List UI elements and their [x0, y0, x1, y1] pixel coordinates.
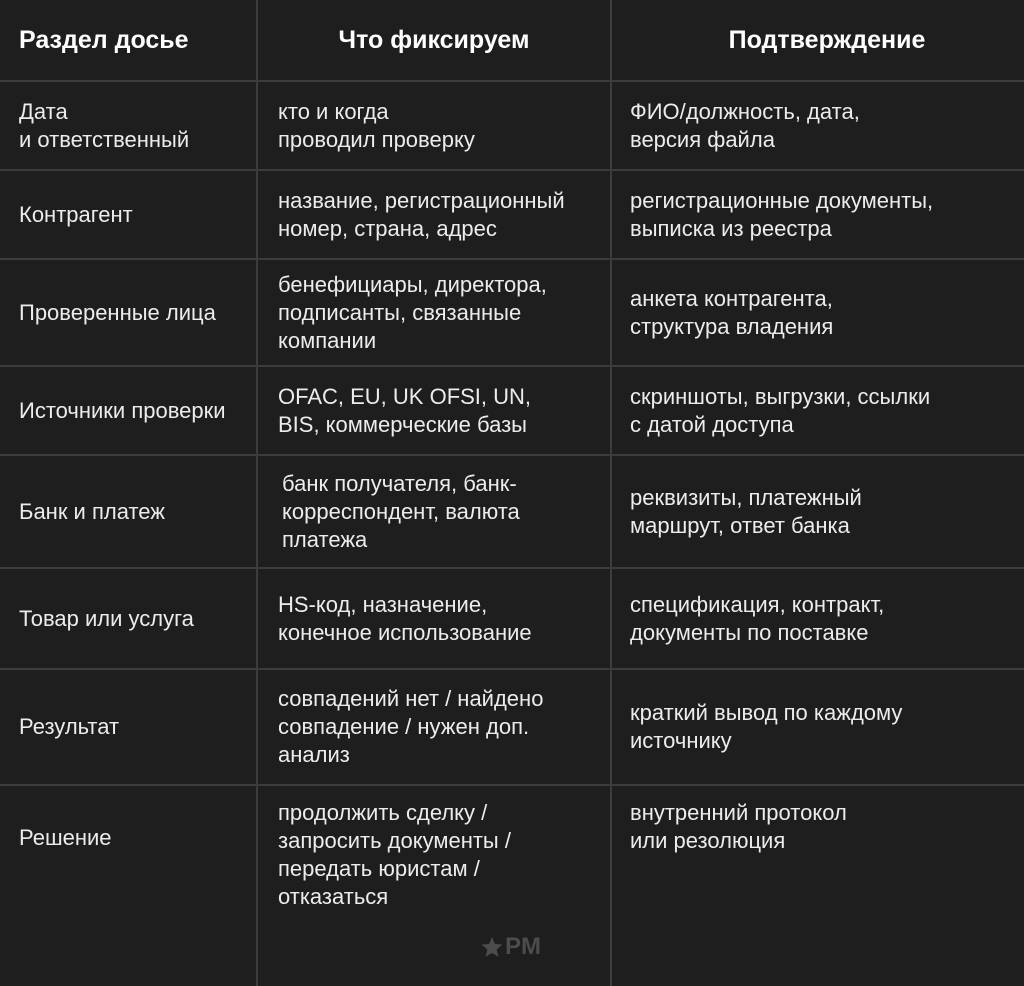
row-record-text: OFAC, EU, UK OFSI, UN, BIS, коммерческие базы	[278, 383, 532, 437]
row-section-text: Дата и ответственный	[19, 98, 190, 152]
row-record-text: HS-код, назначение, конечное использование	[278, 591, 532, 645]
row-proof-text: краткий вывод по каждому источнику	[630, 700, 903, 753]
row-section-cell	[0, 260, 258, 367]
row-record-cell	[258, 171, 612, 260]
row-section-cell	[0, 786, 258, 986]
row-section-text: Результат	[19, 714, 120, 739]
row-record-cell	[258, 456, 612, 569]
row-section-text: Контрагент	[19, 201, 133, 227]
row-proof-text: реквизиты, платежный маршрут, ответ банка	[630, 484, 862, 538]
row-record-cell	[258, 82, 612, 171]
row-proof-cell	[612, 569, 1024, 670]
row-section-text: Проверенные лица	[19, 299, 216, 325]
row-record-cell	[258, 367, 612, 456]
row-section-text: Источники проверки	[19, 397, 226, 423]
row-section-text: Решение	[19, 825, 112, 850]
row-record-text: совпадений нет / найдено совпадение / нужен доп. анализ	[278, 686, 544, 767]
row-section-text: Товар или услуга	[19, 605, 194, 631]
row-section-cell	[0, 367, 258, 456]
header-cell-proof	[612, 0, 1024, 82]
row-section-cell	[0, 82, 258, 171]
row-proof-text: регистрационные документы, выписка из реестра	[630, 187, 934, 241]
row-proof-text: скриншоты, выгрузки, ссылки с датой доступа	[630, 383, 931, 437]
star-icon	[480, 935, 504, 959]
row-record-text: продолжить сделку / запросить документы / передать юристам / отказаться	[278, 800, 511, 909]
row-proof-cell	[612, 456, 1024, 569]
row-proof-cell	[612, 171, 1024, 260]
row-proof-cell	[612, 670, 1024, 786]
row-proof-text: анкета контрагента, структура владения	[630, 285, 834, 339]
row-section-cell	[0, 171, 258, 260]
row-section-cell	[0, 569, 258, 670]
row-proof-cell	[612, 260, 1024, 367]
row-proof-text: внутренний протокол или резолюция	[630, 800, 847, 853]
header-label: Что фиксируем	[338, 26, 530, 54]
header-cell-section	[0, 0, 258, 82]
row-record-cell	[258, 670, 612, 786]
row-record-text: банк получателя, банк- корреспондент, валюта платежа	[282, 470, 520, 552]
row-record-text: кто и когда проводил проверку	[278, 98, 475, 152]
row-record-cell	[258, 569, 612, 670]
row-record-cell	[258, 786, 612, 986]
row-record-text: название, регистрационный номер, страна, адрес	[278, 187, 565, 241]
watermark-logo	[480, 933, 541, 961]
row-proof-cell	[612, 367, 1024, 456]
watermark-text: PM	[505, 933, 541, 960]
header-label: Подтверждение	[728, 26, 926, 54]
row-proof-cell	[612, 786, 1024, 986]
row-proof-cell	[612, 82, 1024, 171]
row-record-text: бенефициары, директора, подписанты, связанные компании	[278, 271, 547, 353]
row-proof-text: спецификация, контракт, документы по поставке	[630, 591, 885, 645]
header-cell-record	[258, 0, 612, 82]
row-record-cell	[258, 260, 612, 367]
row-section-cell	[0, 456, 258, 569]
row-section-text: Банк и платеж	[19, 498, 165, 524]
row-section-cell	[0, 670, 258, 786]
row-proof-text: ФИО/должность, дата, версия файла	[630, 98, 860, 152]
header-label: Раздел досье	[19, 26, 189, 54]
